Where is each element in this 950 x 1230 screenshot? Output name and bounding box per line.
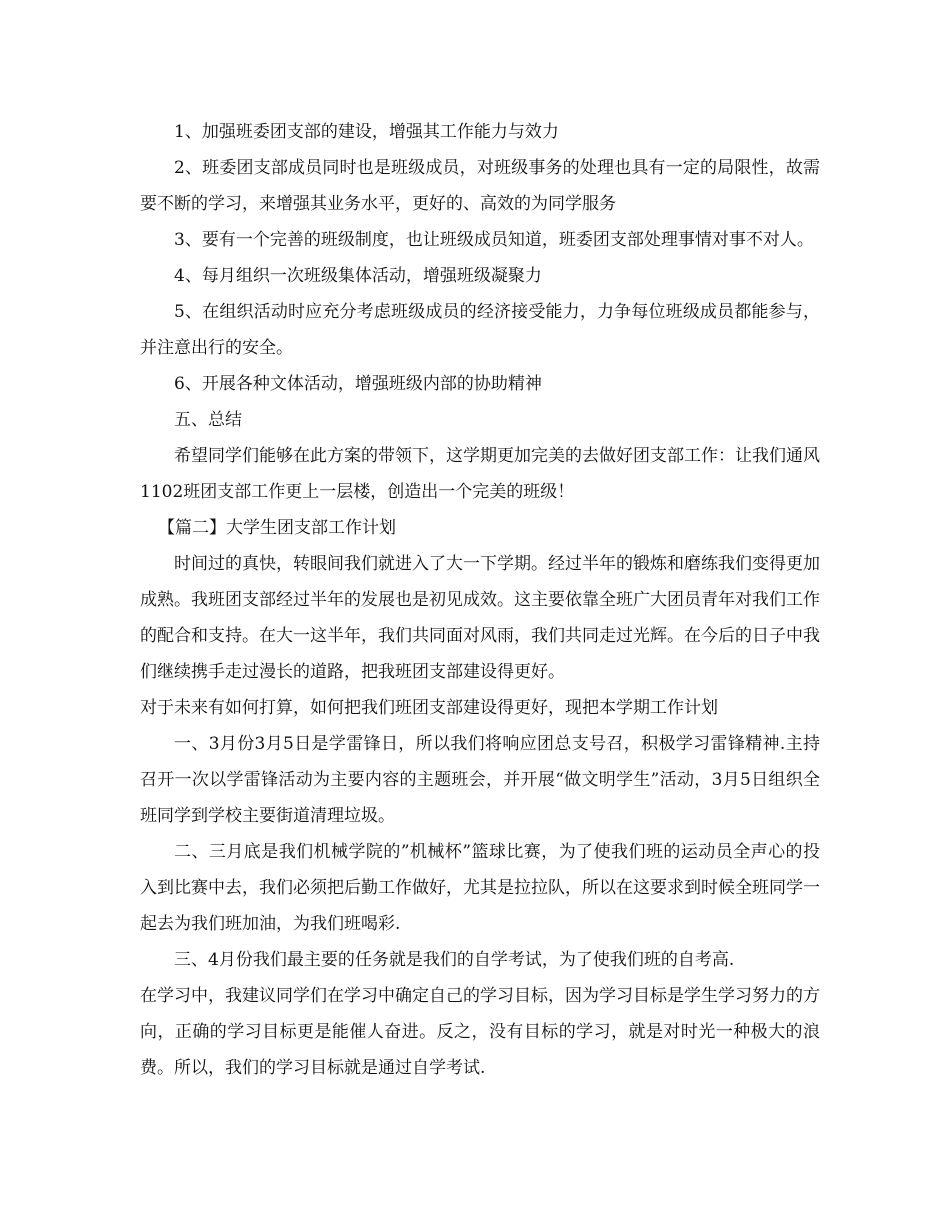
plan-lead-paragraph: 对于未来有如何打算，如何把我们班团支部建设得更好，现把本学期工作计划	[140, 698, 718, 718]
paragraph-item-2: 2、班委团支部成员同时也是班级成员，对班级事务的处理也具有一定的局限性，故需要不断的学习，来增强其业务水平，更好的、高效的为同学服务	[140, 158, 820, 214]
section-heading-summary: 五、总结	[174, 410, 242, 430]
study-paragraph: 在学习中，我建议同学们在学习中确定自己的学习目标，因为学习目标是学生学习努力的方向，正确的学习目标更是能催人奋进。反之，没有目标的学习，就是对时光一种极大的浪费。所以，我们的学习目标就是通过自学考试.	[140, 986, 820, 1078]
section-heading-part-two: 【篇二】大学生团支部工作计划	[158, 518, 396, 538]
plan-item-two: 二、三月底是我们机械学院的”机械杯”篮球比赛，为了使我们班的运动员全声心的投入到比赛中去，我们必须把后勤工作做好，尤其是拉拉队，所以在这要求到时候全班同学一起去为我们班加油，为我们班喝彩.	[140, 842, 820, 934]
plan-item-three: 三、4月份我们最主要的任务就是我们的自学考试，为了使我们班的自考高.	[174, 950, 735, 970]
summary-paragraph: 希望同学们能够在此方案的带领下，这学期更加完美的去做好团支部工作：让我们通风1102班团支部工作更上一层楼，创造出一个完美的班级！	[140, 446, 820, 502]
paragraph-item-6: 6、开展各种文体活动，增强班级内部的协助精神	[174, 374, 542, 394]
paragraph-item-1: 1、加强班委团支部的建设，增强其工作能力与效力	[174, 122, 559, 142]
intro-paragraph: 时间过的真快，转眼间我们就进入了大一下学期。经过半年的锻炼和磨练我们变得更加成熟。我班团支部经过半年的发展也是初见成效。这主要依靠全班广大团员青年对我们工作的配合和支持。在大一这半年，我们共同面对风雨，我们共同走过光辉。在今后的日子中我们继续携手走过漫长的道路，把我班团支部建设得更好。	[140, 554, 820, 682]
document-body	[140, 114, 820, 1086]
plan-item-one: 一、3月份3月5日是学雷锋日，所以我们将响应团总支号召，积极学习雷锋精神.主持召开一次以学雷锋活动为主要内容的主题班会，并开展“做文明学生”活动，3月5日组织全班同学到学校主要街道清理垃圾。	[140, 734, 820, 826]
paragraph-item-3: 3、要有一个完善的班级制度，也让班级成员知道，班委团支部处理事情对事不对人。	[174, 230, 814, 250]
paragraph-item-5: 5、在组织活动时应充分考虑班级成员的经济接受能力，力争每位班级成员都能参与，并注意出行的安全。	[140, 302, 820, 358]
paragraph-item-4: 4、每月组织一次班级集体活动，增强班级凝聚力	[174, 266, 542, 286]
